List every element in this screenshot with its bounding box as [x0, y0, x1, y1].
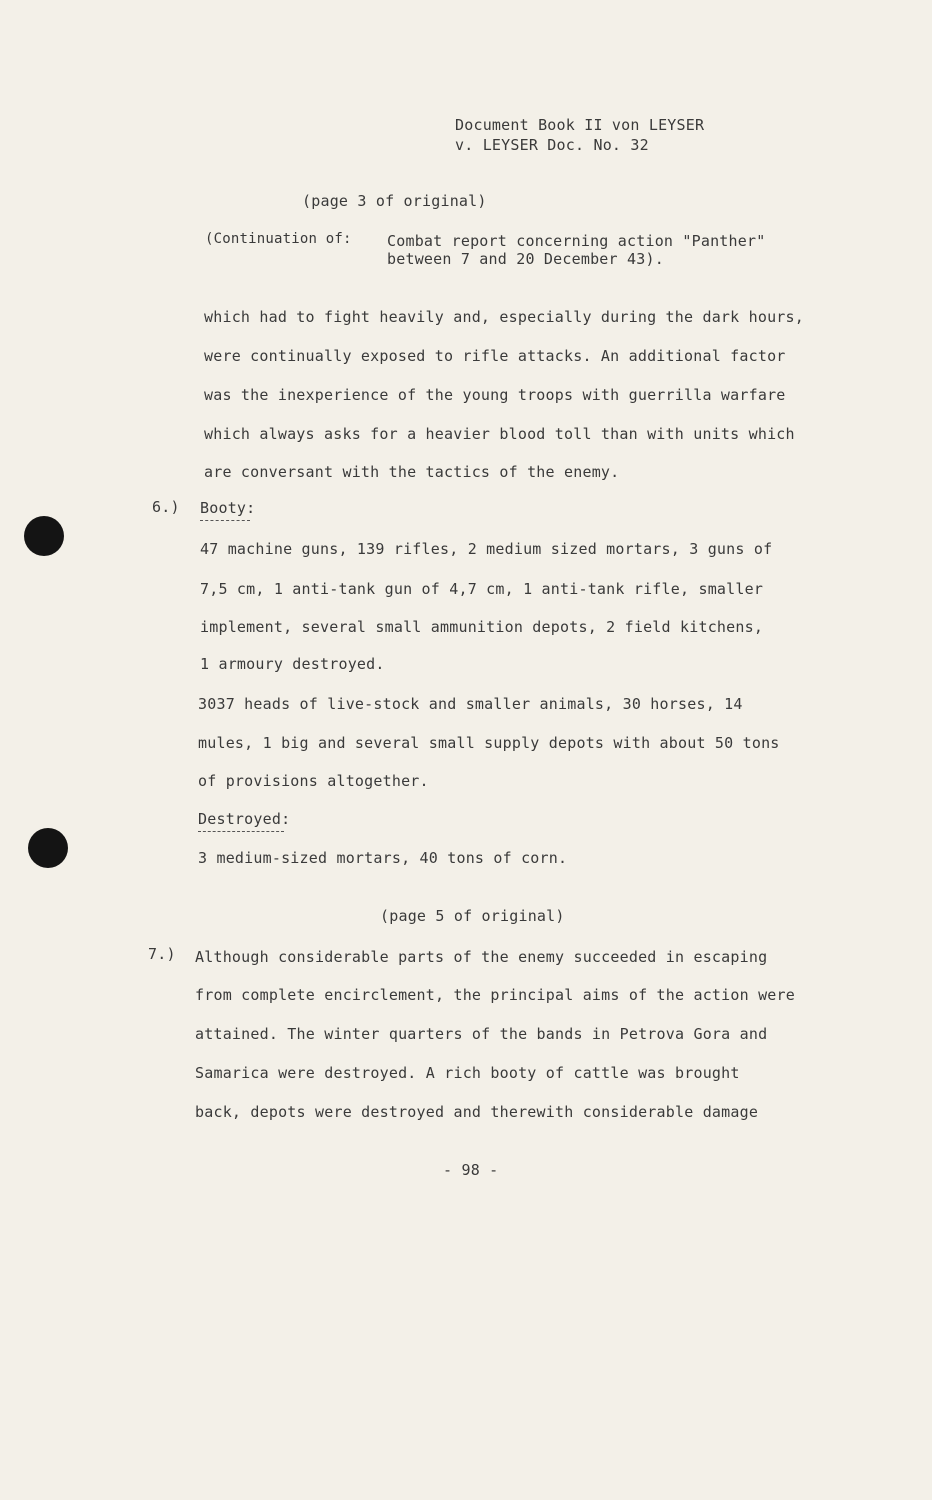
section-7-line-5: back, depots were destroyed and therewith considerable damage	[195, 1103, 759, 1121]
livestock-line-2: mules, 1 big and several small supply depots with about 50 tons	[198, 734, 780, 752]
header-line-1: Document Book II von LEYSER	[455, 116, 705, 134]
livestock-line-3: of provisions altogether.	[198, 772, 429, 790]
booty-line-4: 1 armoury destroyed.	[200, 655, 385, 673]
intro-line-3: was the inexperience of the young troops with guerrilla warfare	[204, 386, 786, 404]
section-7-line-2: from complete encirclement, the principal aims of the action were	[195, 986, 795, 1004]
header-line-2: v. LEYSER Doc. No. 32	[455, 136, 649, 154]
booty-line-3: implement, several small ammunition depots, 2 field kitchens,	[200, 618, 764, 636]
intro-line-1: which had to fight heavily and, especially during the dark hours,	[204, 308, 804, 326]
continuation-line-2: between 7 and 20 December 43).	[387, 250, 664, 268]
section-7-line-4: Samarica were destroyed. A rich booty of cattle was brought	[195, 1064, 740, 1082]
section-7-number: 7.)	[148, 945, 176, 963]
section-6-number: 6.)	[152, 498, 180, 516]
punch-hole-top	[24, 516, 64, 556]
continuation-label: (Continuation of:	[205, 231, 352, 247]
intro-line-5: are conversant with the tactics of the enemy.	[204, 463, 620, 481]
livestock-line-1: 3037 heads of live-stock and smaller animals, 30 horses, 14	[198, 695, 743, 713]
destroyed-text: 3 medium-sized mortars, 40 tons of corn.	[198, 849, 568, 867]
booty-heading: Booty:	[200, 499, 256, 517]
destroyed-heading: Destroyed:	[198, 810, 291, 828]
page-number: - 98 -	[443, 1161, 499, 1179]
punch-hole-bottom	[28, 828, 68, 868]
continuation-line-1: Combat report concerning action "Panther"	[387, 232, 766, 250]
intro-line-2: were continually exposed to rifle attacks. An additional factor	[204, 347, 786, 365]
page-5-marker: (page 5 of original)	[380, 907, 565, 925]
destroyed-underline	[198, 831, 284, 832]
booty-line-1: 47 machine guns, 139 rifles, 2 medium sized mortars, 3 guns of	[200, 540, 773, 558]
page-3-marker: (page 3 of original)	[302, 192, 487, 210]
section-7-line-3: attained. The winter quarters of the bands in Petrova Gora and	[195, 1025, 768, 1043]
booty-underline	[200, 520, 250, 521]
intro-line-4: which always asks for a heavier blood toll than with units which	[204, 425, 795, 443]
section-7-line-1: Although considerable parts of the enemy succeeded in escaping	[195, 948, 768, 966]
booty-line-2: 7,5 cm, 1 anti-tank gun of 4,7 cm, 1 anti-tank rifle, smaller	[200, 580, 764, 598]
